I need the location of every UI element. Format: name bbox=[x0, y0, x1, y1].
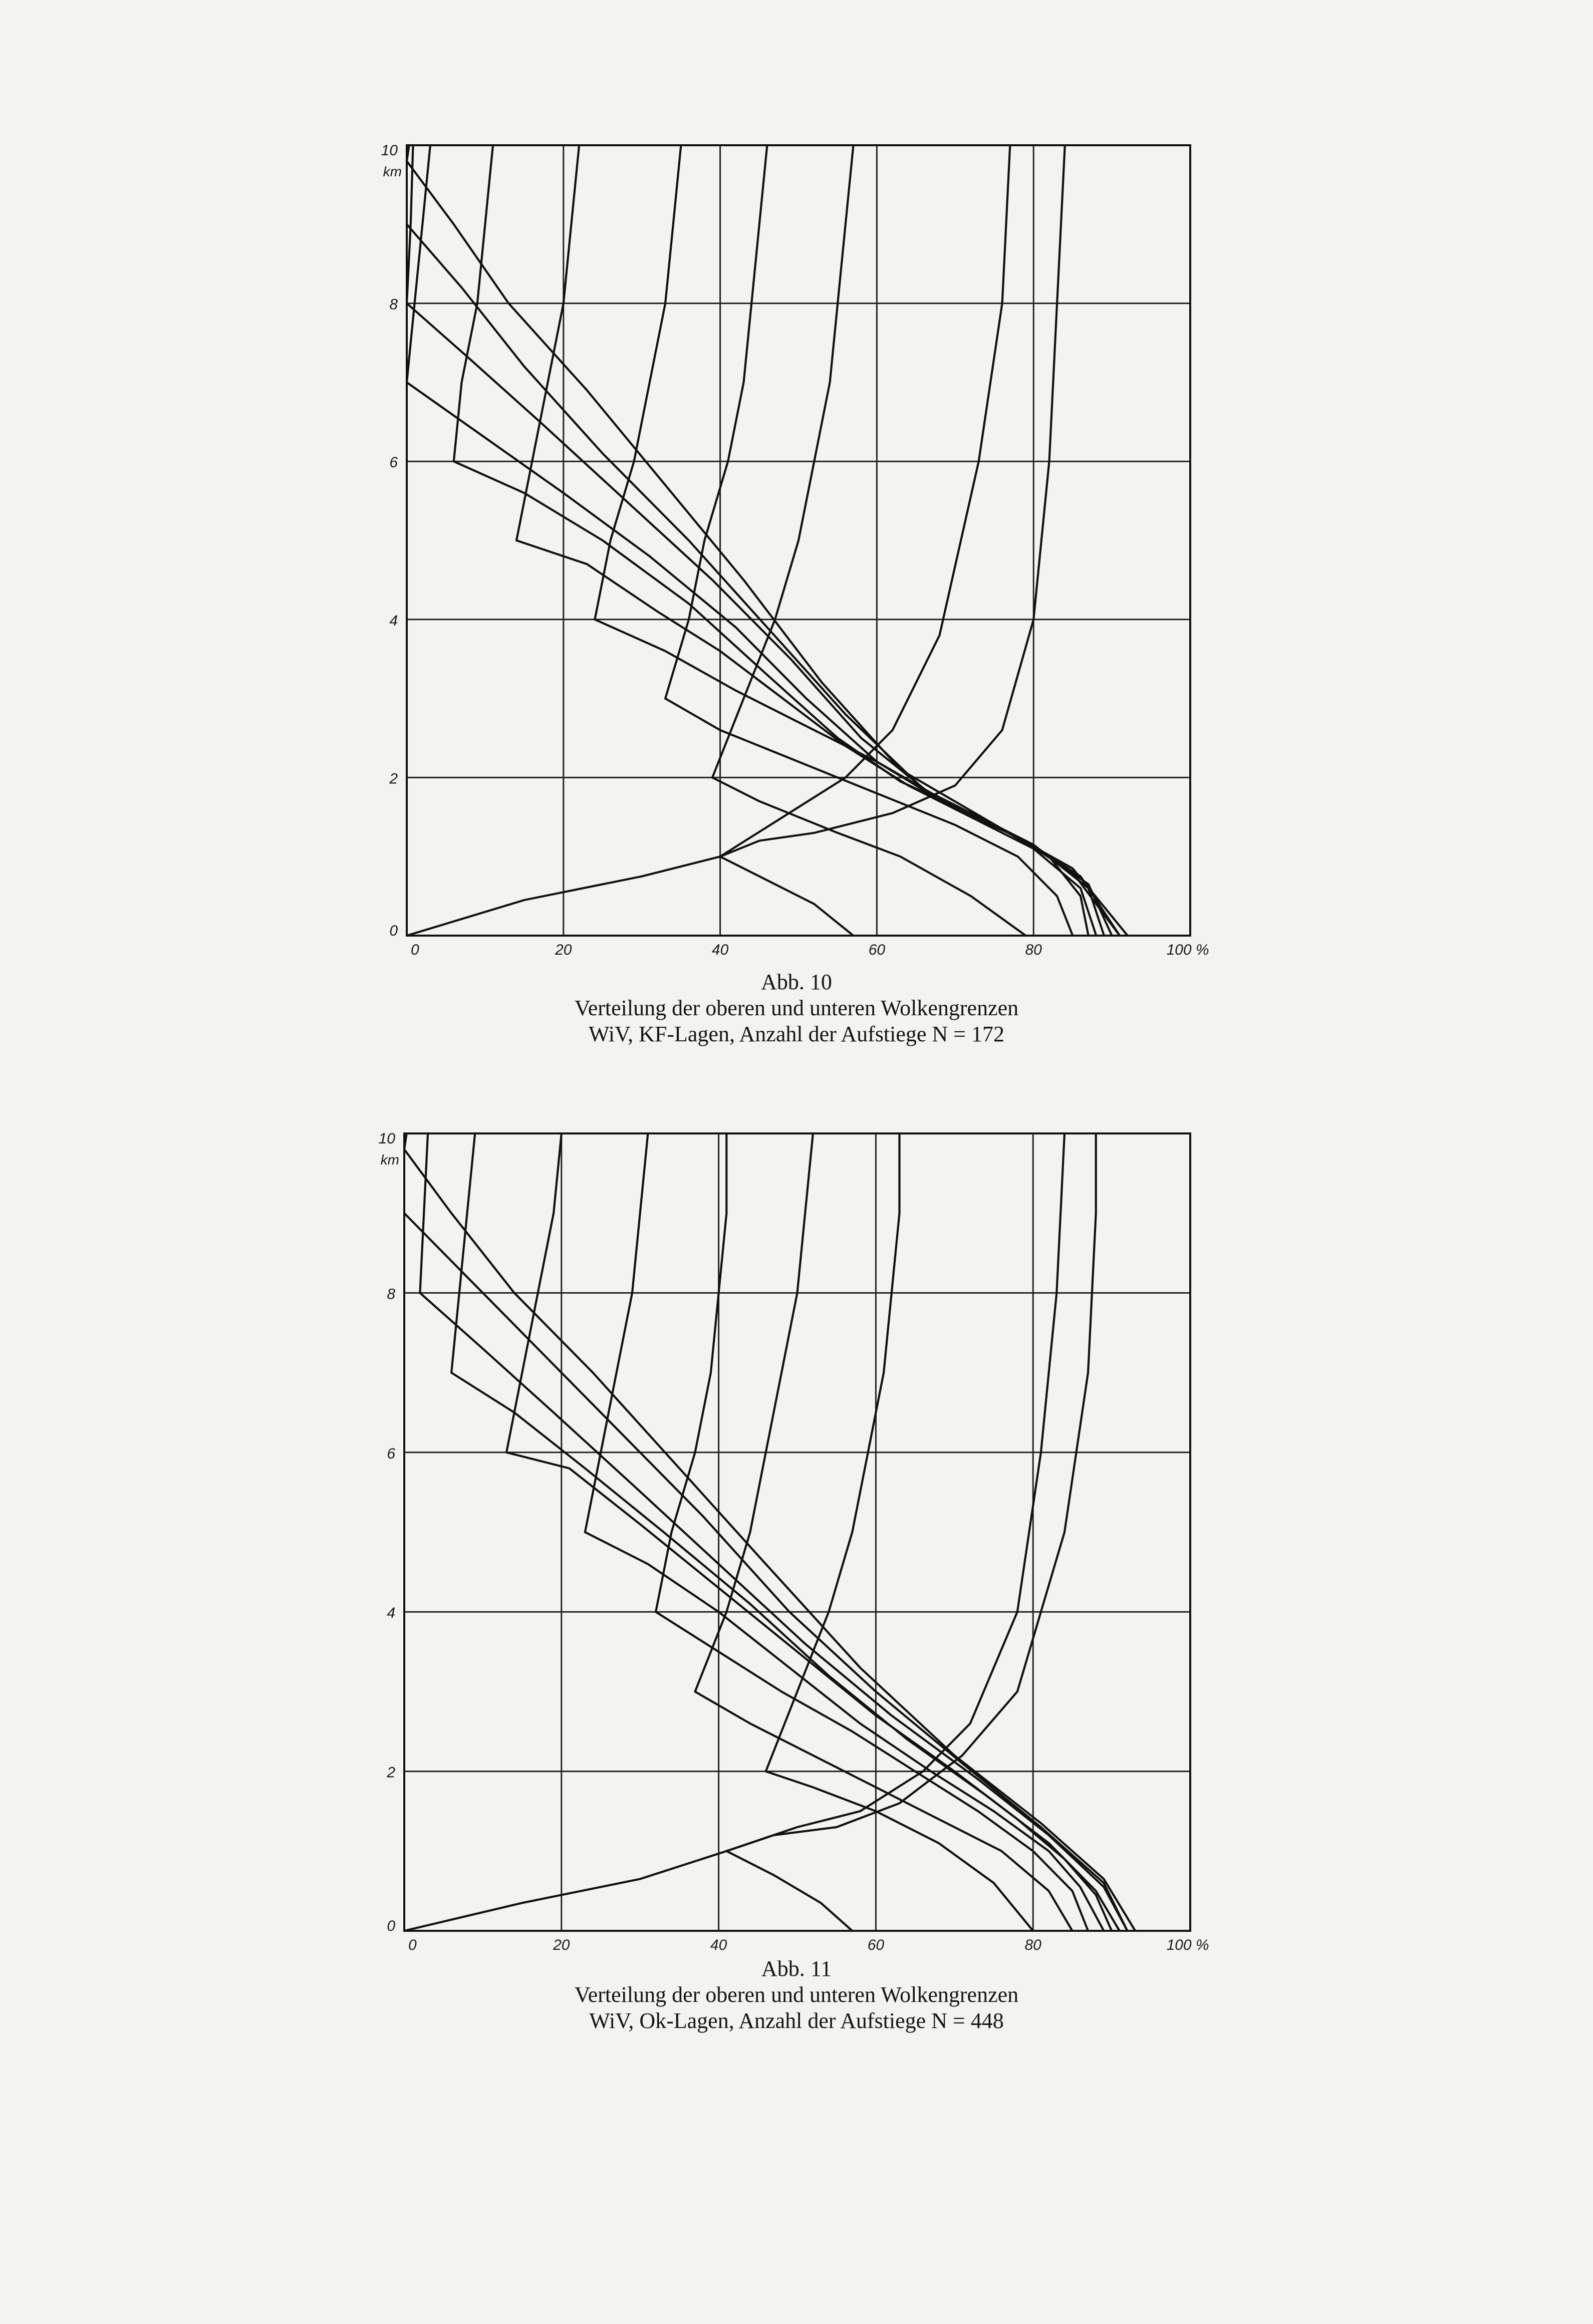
chart-abb-11-curve-4 bbox=[766, 1772, 1033, 1931]
chart-abb-10-curves bbox=[407, 145, 1128, 936]
chart-abb-10-x-ticks bbox=[411, 942, 1209, 958]
chart-abb-11-curve-14 bbox=[585, 1133, 648, 1532]
chart-abb-10-curve-8 bbox=[454, 461, 1104, 936]
chart-abb-10-x-tick-label: 40 bbox=[711, 942, 729, 958]
caption-abb-11-line2: WiV, Ok-Lagen, Anzahl der Aufstiege N = 448 bbox=[589, 2008, 1004, 2033]
chart-abb-11-x-tick-label: 0 bbox=[408, 1937, 417, 1953]
chart-abb-11-y-tick-label: 0 bbox=[387, 1918, 395, 1934]
chart-abb-11-y-ticks bbox=[379, 1130, 396, 1934]
chart-abb-10-y-tick-label: 8 bbox=[389, 296, 398, 313]
chart-abb-10-y-tick-label: 10 bbox=[381, 142, 398, 159]
chart-abb-10-x-tick-label: 0 bbox=[411, 942, 419, 958]
chart-abb-11-x-tick-label: 100 % bbox=[1166, 1937, 1209, 1953]
chart-abb-11-y-tick-label: 2 bbox=[387, 1764, 395, 1781]
chart-abb-10-x-tick-label: 20 bbox=[555, 942, 572, 958]
chart-abb-11-curve-3 bbox=[726, 1851, 852, 1931]
caption-abb-11-line1: Verteilung der oberen und unteren Wolkengrenzen bbox=[574, 1982, 1019, 2007]
chart-abb-11-curves bbox=[404, 1133, 1135, 1931]
chart-abb-11-curve-18 bbox=[451, 1133, 475, 1373]
chart-abb-10 bbox=[381, 142, 1209, 958]
chart-abb-10-curve-4 bbox=[712, 777, 1026, 936]
chart-abb-10-curve-7 bbox=[516, 540, 1096, 936]
chart-abb-11-curve-8 bbox=[506, 1452, 1112, 1931]
chart-abb-10-y-tick-label: 6 bbox=[389, 454, 398, 471]
chart-abb-10-x-tick-label: 60 bbox=[868, 942, 886, 958]
chart-abb-10-x-tick-label: 100 % bbox=[1166, 942, 1209, 958]
chart-abb-11-curve-5 bbox=[695, 1691, 1073, 1931]
chart-abb-10-y-tick-label: 0 bbox=[389, 923, 398, 939]
chart-abb-10-curve-16 bbox=[665, 145, 767, 699]
chart-abb-11-y-tick-label: 10 bbox=[378, 1130, 395, 1147]
chart-abb-10-y-tick-label: 4 bbox=[389, 612, 398, 629]
chart-abb-10-y-unit: km bbox=[383, 164, 402, 179]
chart-abb-11-y-unit: km bbox=[380, 1152, 399, 1168]
chart-abb-11-curve-15 bbox=[656, 1133, 726, 1612]
chart-abb-11-curve-19 bbox=[420, 1133, 428, 1293]
caption-abb-10-line1: Verteilung der oberen und unteren Wolkengrenzen bbox=[574, 996, 1019, 1020]
chart-abb-11-x-tick-label: 20 bbox=[553, 1937, 570, 1953]
chart-abb-11-grid bbox=[404, 1133, 1190, 1931]
figure-label-abb-10: Abb. 10 bbox=[761, 970, 832, 994]
chart-abb-11-curve-11 bbox=[404, 1213, 1128, 1931]
caption-abb-10-line2: WiV, KF-Lagen, Anzahl der Aufstiege N = 172 bbox=[589, 1022, 1004, 1046]
chart-abb-11-y-tick-label: 4 bbox=[387, 1605, 395, 1622]
caption-abb-10 bbox=[0, 969, 1593, 1047]
chart-abb-10-curve-1 bbox=[407, 145, 1010, 936]
chart-abb-11-x-tick-label: 40 bbox=[710, 1937, 727, 1953]
chart-abb-11-x-tick-label: 80 bbox=[1024, 1937, 1041, 1953]
chart-abb-11-x-ticks bbox=[408, 1937, 1209, 1953]
chart-abb-10-curve-18 bbox=[407, 145, 430, 382]
chart-abb-11-y-tick-label: 6 bbox=[387, 1445, 395, 1462]
chart-abb-11-x-tick-label: 60 bbox=[867, 1937, 885, 1953]
chart-abb-10-x-tick-label: 80 bbox=[1025, 942, 1042, 958]
chart-abb-10-y-tick-label: 2 bbox=[389, 770, 398, 787]
caption-abb-11 bbox=[0, 1956, 1593, 2034]
chart-abb-10-curve-3 bbox=[720, 856, 854, 936]
chart-abb-10-curve-12 bbox=[407, 161, 1128, 936]
chart-abb-11-curve-9 bbox=[451, 1373, 1120, 1931]
chart-abb-11-frame bbox=[404, 1133, 1190, 1931]
figure-label-abb-11: Abb. 11 bbox=[761, 1956, 832, 1981]
chart-abb-11-curve-1 bbox=[404, 1133, 1065, 1931]
chart-abb-10-y-ticks bbox=[381, 142, 398, 939]
chart-abb-11-y-tick-label: 8 bbox=[387, 1286, 395, 1303]
chart-abb-11 bbox=[379, 1130, 1209, 1953]
